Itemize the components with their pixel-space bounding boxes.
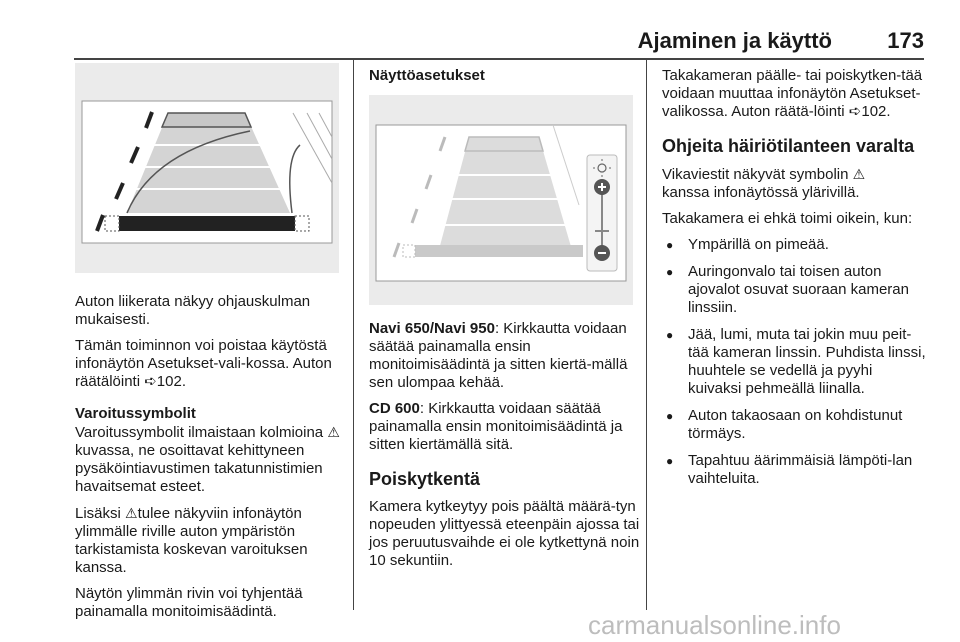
page-reference-arrow-icon: ➪ bbox=[848, 103, 862, 120]
camera-trajectory-figure bbox=[75, 63, 339, 273]
page-reference[interactable]: 102. bbox=[861, 103, 891, 120]
bullet-list bbox=[662, 236, 928, 488]
column-1 bbox=[75, 293, 343, 629]
display-settings-figure bbox=[369, 95, 633, 305]
warning-triangle-icon: ⚠ bbox=[327, 424, 340, 440]
paragraph-text: Vikaviestit näkyvät symbolin bbox=[662, 166, 853, 183]
display-settings-illustration bbox=[369, 95, 633, 305]
paragraph: Näytön ylimmän rivin voi tyhjentää painamalla monitoimisäädintä. bbox=[75, 585, 303, 620]
minus-icon[interactable] bbox=[594, 245, 610, 261]
column-divider-1 bbox=[353, 60, 354, 610]
column-2 bbox=[369, 67, 635, 85]
section-heading: Ohjeita häiriötilanteen varalta bbox=[662, 136, 915, 156]
list-item: ● Tapahtuu äärimmäisiä lämpöti-lan vaihteluita. bbox=[688, 452, 928, 488]
column-2-body bbox=[369, 320, 641, 578]
paragraph-text: : Kirkkautta voidaan säätää painamalla ensin monitoimisäädintä ja sitten kiertä-mällä sen ulompaa kehää. bbox=[369, 320, 628, 391]
paragraph: Takakamera ei ehkä toimi oikein, kun: bbox=[662, 210, 913, 227]
header-rule bbox=[74, 58, 924, 60]
paragraph-text: kuvassa, ne osoittavat kehittyneen pysäköintiavustimen takatunnistimien havaitsemat esteet. bbox=[75, 442, 323, 495]
paragraph bbox=[75, 504, 343, 577]
paragraph-text: : Kirkkautta voidaan säätää painamalla ensin monitoimisäädintä ja sitten kiertämällä sitä. bbox=[369, 400, 623, 453]
paragraph-text: Lisäksi bbox=[75, 505, 126, 522]
paragraph-text: Tämän toiminnon voi poistaa käytöstä infonäytön Asetukset-vali-kossa. Auton räätälöinti bbox=[75, 337, 332, 390]
paragraph: Kamera kytkeytyy pois päältä määrä-tyn nopeuden ylittyessä eteenpäin ajossa tai jos peruutusvaihde ei ole kytkettynä noin 10 sekuntiin. bbox=[369, 498, 640, 569]
paragraph bbox=[662, 67, 928, 121]
list-item: ● Auringonvalo tai toisen auton ajovalot osuvat suoraan kameran linssiin. bbox=[688, 263, 928, 317]
paragraph-text: Varoitussymbolit ilmaistaan kolmioina bbox=[75, 424, 328, 441]
watermark: carmanualsonline.info bbox=[588, 610, 841, 640]
paragraph bbox=[75, 337, 343, 391]
paragraph-text: Takakameran päälle- tai poiskytken-tää voidaan muuttaa infonäytön Asetukset-valikossa. Auton räätä-löinti bbox=[662, 67, 923, 120]
column-3 bbox=[662, 67, 928, 497]
running-header-title: Ajaminen ja käyttö bbox=[637, 28, 832, 53]
list-item: ● Auton takaosaan on kohdistunut törmäys. bbox=[688, 407, 928, 443]
column-divider-2 bbox=[646, 60, 647, 610]
paragraph-text: kanssa infonäytössä ylärivillä. bbox=[662, 184, 860, 201]
list-item: ● Jää, lumi, muta tai jokin muu peit-tää kameran linssin. Puhdista linssi, huuhtele se vedellä ja pyyhi kuivaksi pehmeällä liinalla. bbox=[688, 326, 928, 398]
page-number: 173 bbox=[887, 28, 924, 53]
figure-caption: Auton liikerata näkyy ohjauskulman mukaisesti. bbox=[75, 293, 311, 328]
warning-triangle-icon: ⚠ bbox=[852, 166, 866, 182]
section-heading: Poiskytkentä bbox=[369, 469, 481, 489]
list-item: ● Ympärillä on pimeää. bbox=[688, 236, 928, 254]
section-heading: Varoitussymbolit bbox=[75, 405, 196, 422]
page-reference[interactable]: 102. bbox=[156, 373, 186, 390]
page-reference-arrow-icon: ➪ bbox=[144, 373, 157, 390]
model-name: Navi 650/Navi 950 bbox=[369, 320, 495, 337]
paragraph-text: tulee näkyviin infonäytön ylimmälle riville auton ympäristön tarkistamista koskevan varoituksen kanssa. bbox=[75, 505, 308, 576]
camera-trajectory-illustration bbox=[75, 63, 339, 273]
paragraph bbox=[369, 400, 641, 454]
paragraph bbox=[662, 165, 928, 202]
paragraph bbox=[369, 320, 641, 392]
paragraph bbox=[75, 423, 343, 496]
section-heading: Näyttöasetukset bbox=[369, 67, 485, 84]
warning-triangle-icon: ⚠ bbox=[125, 505, 138, 521]
plus-icon[interactable] bbox=[594, 179, 610, 195]
model-name: CD 600 bbox=[369, 400, 420, 417]
